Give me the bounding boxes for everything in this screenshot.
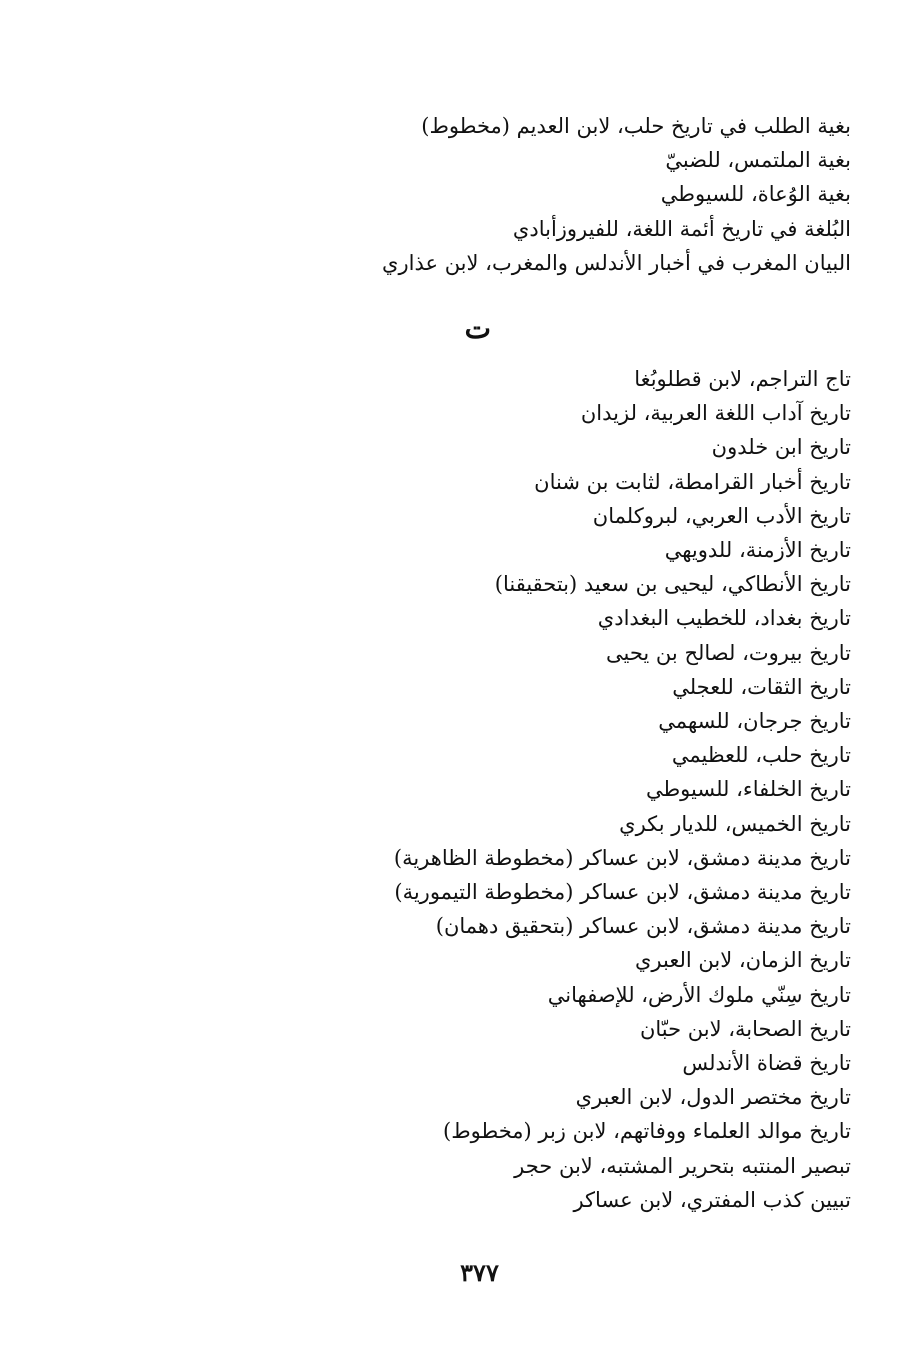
bibliography-entry: بغية الملتمس، للضبيّ [665, 148, 851, 173]
page-number: ٣٧٧ [460, 1258, 499, 1287]
bibliography-entry: تاريخ الأنطاكي، ليحيى بن سعيد (بتحقيقنا) [494, 572, 851, 597]
bibliography-entry: تاريخ بيروت، لصالح بن يحيى [606, 640, 851, 665]
bibliography-entry: تاريخ مدينة دمشق، لابن عساكر (مخطوطة التيمورية) [394, 880, 851, 905]
bibliography-entry: تاريخ الخميس، للديار بكري [619, 811, 851, 836]
bibliography-entry: تاريخ الصحابة، لابن حبّان [639, 1016, 851, 1041]
bibliography-entry: تاريخ قضاة الأندلس [682, 1051, 851, 1076]
bibliography-entry: تبصير المنتبه بتحرير المشتبه، لابن حجر [514, 1153, 851, 1178]
bibliography-entry: البيان المغرب في أخبار الأندلس والمغرب، لابن عذاري [382, 250, 851, 275]
bibliography-entry: تاريخ مدينة دمشق، لابن عساكر (مخطوطة الظاهرية) [393, 845, 851, 870]
bibliography-entry: تاريخ مختصر الدول، لابن العبري [575, 1085, 851, 1110]
bibliography-entry: تاريخ حلب، للعظيمي [671, 743, 851, 768]
bibliography-entry: تاريخ سِنّي ملوك الأرض، للإصفهاني [547, 982, 851, 1007]
bibliography-entry: تاريخ مدينة دمشق، لابن عساكر (بتحقيق دهمان) [435, 914, 851, 939]
bibliography-entry: البُلغة في تاريخ أئمة اللغة، للفيروزأبادي [512, 216, 851, 241]
bibliography-entry: تاريخ آداب اللغة العربية، لزيدان [580, 401, 851, 426]
bibliography-entry: تاريخ بغداد، للخطيب البغدادي [597, 606, 851, 631]
bibliography-entry: تاريخ الأزمنة، للدويهي [664, 538, 851, 563]
bibliography-entry: تاريخ الزمان، لابن العبري [634, 948, 851, 973]
bibliography-entry: تبيين كذب المفتري، لابن عساكر [573, 1187, 851, 1212]
bibliography-entry: تاريخ ابن خلدون [711, 435, 851, 460]
bibliography-entry: تاريخ جرجان، للسهمي [658, 709, 851, 734]
bibliography-entries-ba [331, 109, 851, 280]
bibliography-entry: تاريخ الخلفاء، للسيوطي [645, 777, 851, 802]
bibliography-entry: بغية الطلب في تاريخ حلب، لابن العديم (مخطوط) [421, 114, 851, 138]
bibliography-entry: تاج التراجم، لابن قطلوبُغا [634, 367, 851, 391]
bibliography-entry: تاريخ أخبار القرامطة، لثابت بن شنان [534, 469, 851, 494]
bibliography-entry: بغية الوُعاة، للسيوطي [660, 182, 851, 207]
bibliography-entry: تاريخ الثقات، للعجلي [672, 674, 851, 699]
bibliography-entries-ta [331, 362, 851, 1217]
bibliography-entry: تاريخ الأدب العربي، لبروكلمان [592, 503, 851, 528]
section-heading-letter: ت [464, 312, 491, 345]
bibliography-entry: تاريخ موالد العلماء ووفاتهم، لابن زبر (مخطوط) [443, 1119, 851, 1144]
